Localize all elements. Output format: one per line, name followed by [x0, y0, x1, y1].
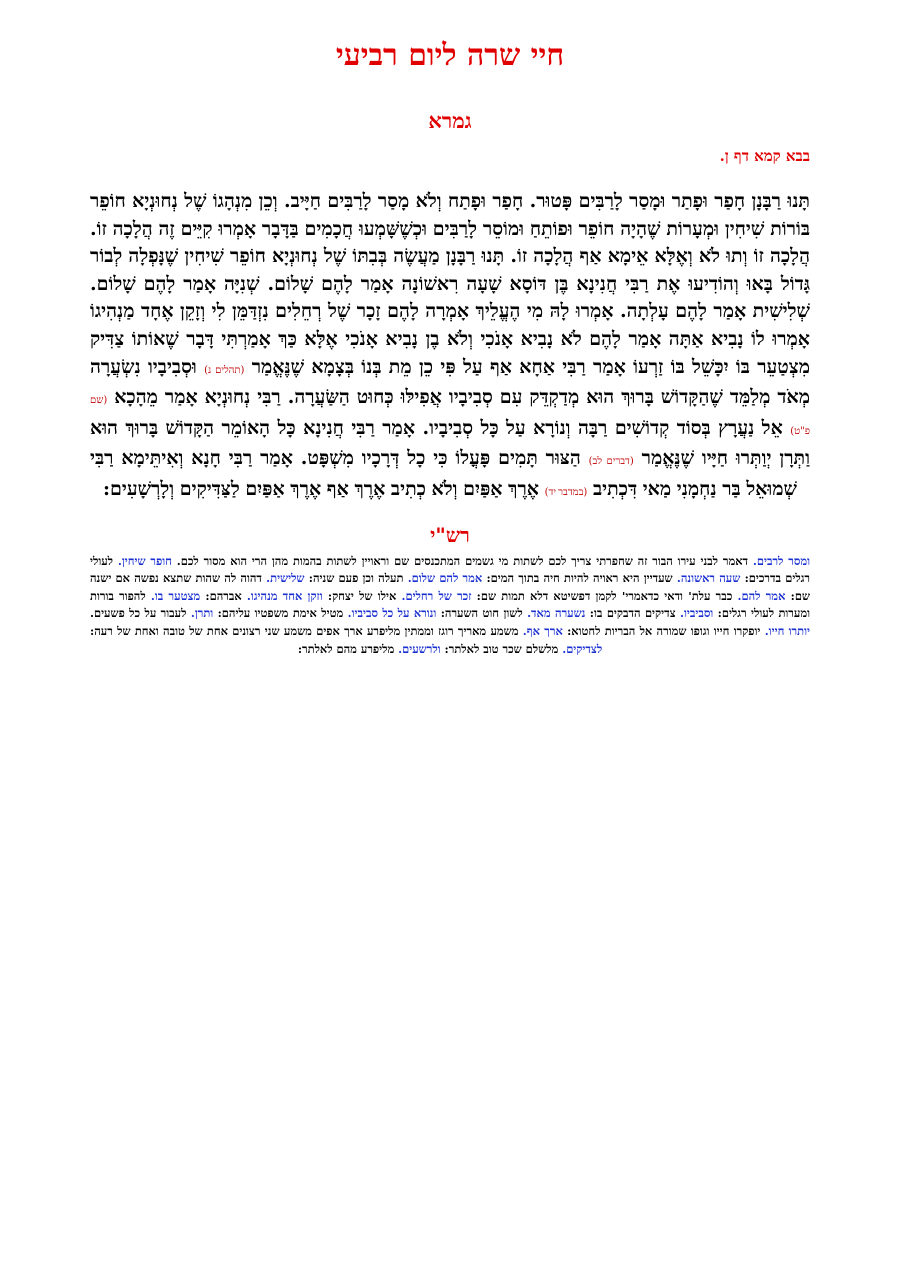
rashi-comment: לעבור על כל פשעים.	[90, 606, 191, 621]
rashi-comment: צדיקים הדבקים בו:	[585, 606, 680, 621]
dibur-hamatchil: לצדיקים.	[562, 641, 603, 656]
rashi-heading: רש"י	[430, 522, 470, 547]
rashi-comment: שעדיין היא ראויה להיות חיה בתוך המים:	[482, 571, 677, 586]
gemara-passage: וּסְבִיבָיו נִשְׂעֲרָה מְאֹד מְלַמֵּד שֶׁהַקָּדוֹשׁ בָּרוּךְ הוּא מְדַקְדֵּק עִם סְבִיבָיו אֲפִילּוּ כְּחוּט הַשַּׂעֲרָה. רַבִּי נְחוּנְיָא אָמַר מֵהָכָא	[90, 355, 810, 409]
rashi-comment: כבר עלת' ודאי כדאמרי' לקמן דפשיטא דלא תמות שם:	[471, 588, 738, 603]
verse-citation: (במדבר יד)	[544, 486, 588, 498]
rashi-comment: יופקרו חייו וגופו שמורה אל הבריות לחטוא:	[562, 623, 765, 638]
rashi-comment: דאמר לבני עירו הבור זה שחפרתי צריך לכם לשתות מי גשמים המתכנסים שם וראויין לשתות בהמות מהן הרי הוא מסור לכם.	[171, 553, 753, 568]
rashi-comment: אילו של יצחק:	[322, 588, 402, 603]
gemara-passage: הַצּוּר תָּמִים פָּעֳלוֹ כִּי כָל דְּרָכָיו מִשְׁפָּט. אָמַר רַבִּי חָנָא וְאִיתֵּימָא רַבִּי שְׁמוּאֵל בַּר נַחְמָנִי מַאי דִּכְתִיב	[90, 447, 797, 500]
rashi-comment: דהוה לה שהות שתצא נפשה אם ישנה שם:	[90, 571, 810, 603]
verse-citation: (דברים לב)	[588, 456, 634, 468]
dibur-hamatchil: וזקן אחד מנהיגו.	[246, 588, 323, 603]
verse-citation: (שם פ"ט)	[90, 395, 810, 437]
dibur-hamatchil: וסביביו.	[679, 606, 714, 621]
dibur-hamatchil: ומסר לרבים.	[752, 553, 810, 568]
gemara-text	[90, 188, 810, 507]
dibur-hamatchil: ארך אף.	[522, 623, 563, 638]
dibur-hamatchil: ולרשעים.	[398, 641, 441, 656]
source-reference: בבא קמא דף ן.	[719, 147, 810, 165]
rashi-comment: לעולי רגלים בדרכים:	[90, 553, 811, 586]
rashi-comment: מטיל אימת משפטיו עליהם:	[213, 606, 348, 621]
dibur-hamatchil: חופר שיחין.	[117, 553, 172, 568]
dibur-hamatchil: אמר להם.	[737, 588, 786, 603]
rashi-comment: אברהם:	[200, 588, 247, 603]
dibur-hamatchil: ונורא על כל סביביו.	[347, 606, 437, 621]
verse-citation: (תהלים נ)	[204, 364, 245, 376]
dibur-hamatchil: יותרו חייו.	[764, 623, 810, 638]
dibur-hamatchil: שעה ראשונה.	[676, 571, 741, 586]
rashi-comment: מליפרע מהם לאלתר:	[297, 641, 399, 656]
gemara-heading: גמרא	[428, 108, 472, 133]
rashi-commentary	[90, 553, 810, 659]
gemara-passage: אֵל נַעֲרָץ בְּסוֹד קְדוֹשִׁים רַבָּה וְנוֹרָא עַל כָּל סְבִיבָיו. אָמַר רַבִּי חֲנִינָא כָּל הָאוֹמֵר הַקָּדוֹשׁ בָּרוּךְ הוּא וַתְּרָן יְוַתְּרוּ חַיָּיו שֶׁנֶּאֱמַר	[90, 416, 810, 470]
dibur-hamatchil: אמר להם שלום.	[407, 571, 483, 586]
dibur-hamatchil: ותרן.	[190, 606, 214, 621]
dibur-hamatchil: נשערה מאד.	[527, 606, 586, 621]
rashi-comment: מלשלם שכר טוב לאלתר:	[440, 641, 563, 656]
gemara-passage: תָּנוּ רַבָּנָן חָפַר וּפָתַר וּמָסַר לָרַבִּים פָּטוּר. חָפַר וּפָתַח וְלֹא מָסַר לָרַבִּים חַיָּיב. וְכֵן מִנְהָגוֹ שֶׁל נְחוּנְיָא חוֹפֵר בּוֹרוֹת שִׁיחִין וּמְעָרוֹת שֶׁהָיָה חוֹפֵר וּפוֹתֵחַ וּמוֹסֵר לָרַבִּים וּכְשֶׁשָּׁמְעוּ חֲכָמִים בַּדָּבָר אָמְרוּ קִיֵּים זֶה הֲלָכָה זוֹ. הֲלָכָה זוֹ וְתוּ לֹא וְאֶלָּא אֵימָא אַף הֲלָכָה זוֹ. תָּנוּ רַבָּנָן מַעֲשֶׂה בְּבִתּוֹ שֶׁל נְחוּנְיָא חוֹפֵר שִׁיחִין שֶׁנָּפְלָה לְבוֹר גָּדוֹל בָּאוּ וְהוֹדִיעוּ אֶת רַבִּי חֲנִינָא בֶּן דּוֹסָא שָׁעָה רִאשׁוֹנָה אָמַר לָהֶם שָׁלוֹם. שְׁנִיָּה אָמַר לָהֶם שָׁלוֹם. שְׁלִישִׁית אָמַר לָהֶם עָלְתָה. אָמְרוּ לָהּ מִי הֶעֱלֵיךְ אָמְרָה לָהֶם זָכָר שֶׁל רְחֵלִים נִזְדַּמֵּן לִי וְזָקֵן אֶחָד מַנְהִיגוֹ אָמְרוּ לוֹ נָבִיא אַתָּה אָמַר לָהֶם לֹא נָבִיא אָנֹכִי וְלֹא בֶן נָבִיא אָנֹכִי אֶלָּא כַּךְ אָמַרְתִּי דָּבָר שֶׁאוֹתוֹ צַדִּיק מִצְטַעֵר בּוֹ יִכָּשֵׁל בּוֹ זַרְעוֹ אָמַר רַבִּי אַחָא אַף עַל פִּי כֵן מֵת בְּנוֹ בְּצָמָא שֶׁנֶּאֱמַר	[90, 190, 811, 378]
rashi-comment: תעלה וכן פעם שניה:	[304, 571, 408, 586]
gemara-passage: אֶרֶךְ אַפַּיִם וְלֹא כְתִיב אֶרֶךְ אַף אֶרֶךְ אַפַּיִם לַצַּדִּיקִים וְלָרְשָׁעִים:	[102, 477, 539, 500]
rashi-comment: לשון חוט השערה:	[436, 606, 528, 621]
rashi-comment: משמע מאריך רוגז וממתין מליפרע ארך אפים משמע שני רצונים אחת של טובה ואחת של רעה:	[90, 623, 523, 638]
dibur-hamatchil: מצטער בו.	[150, 588, 201, 603]
dibur-hamatchil: שלישית.	[266, 571, 305, 586]
page-title: חיי שרה ליום רביעי	[335, 38, 565, 73]
dibur-hamatchil: זכר של רחלים.	[401, 588, 472, 603]
rashi-comment: להפור בורות ומערות לעולי רגלים:	[90, 588, 811, 621]
